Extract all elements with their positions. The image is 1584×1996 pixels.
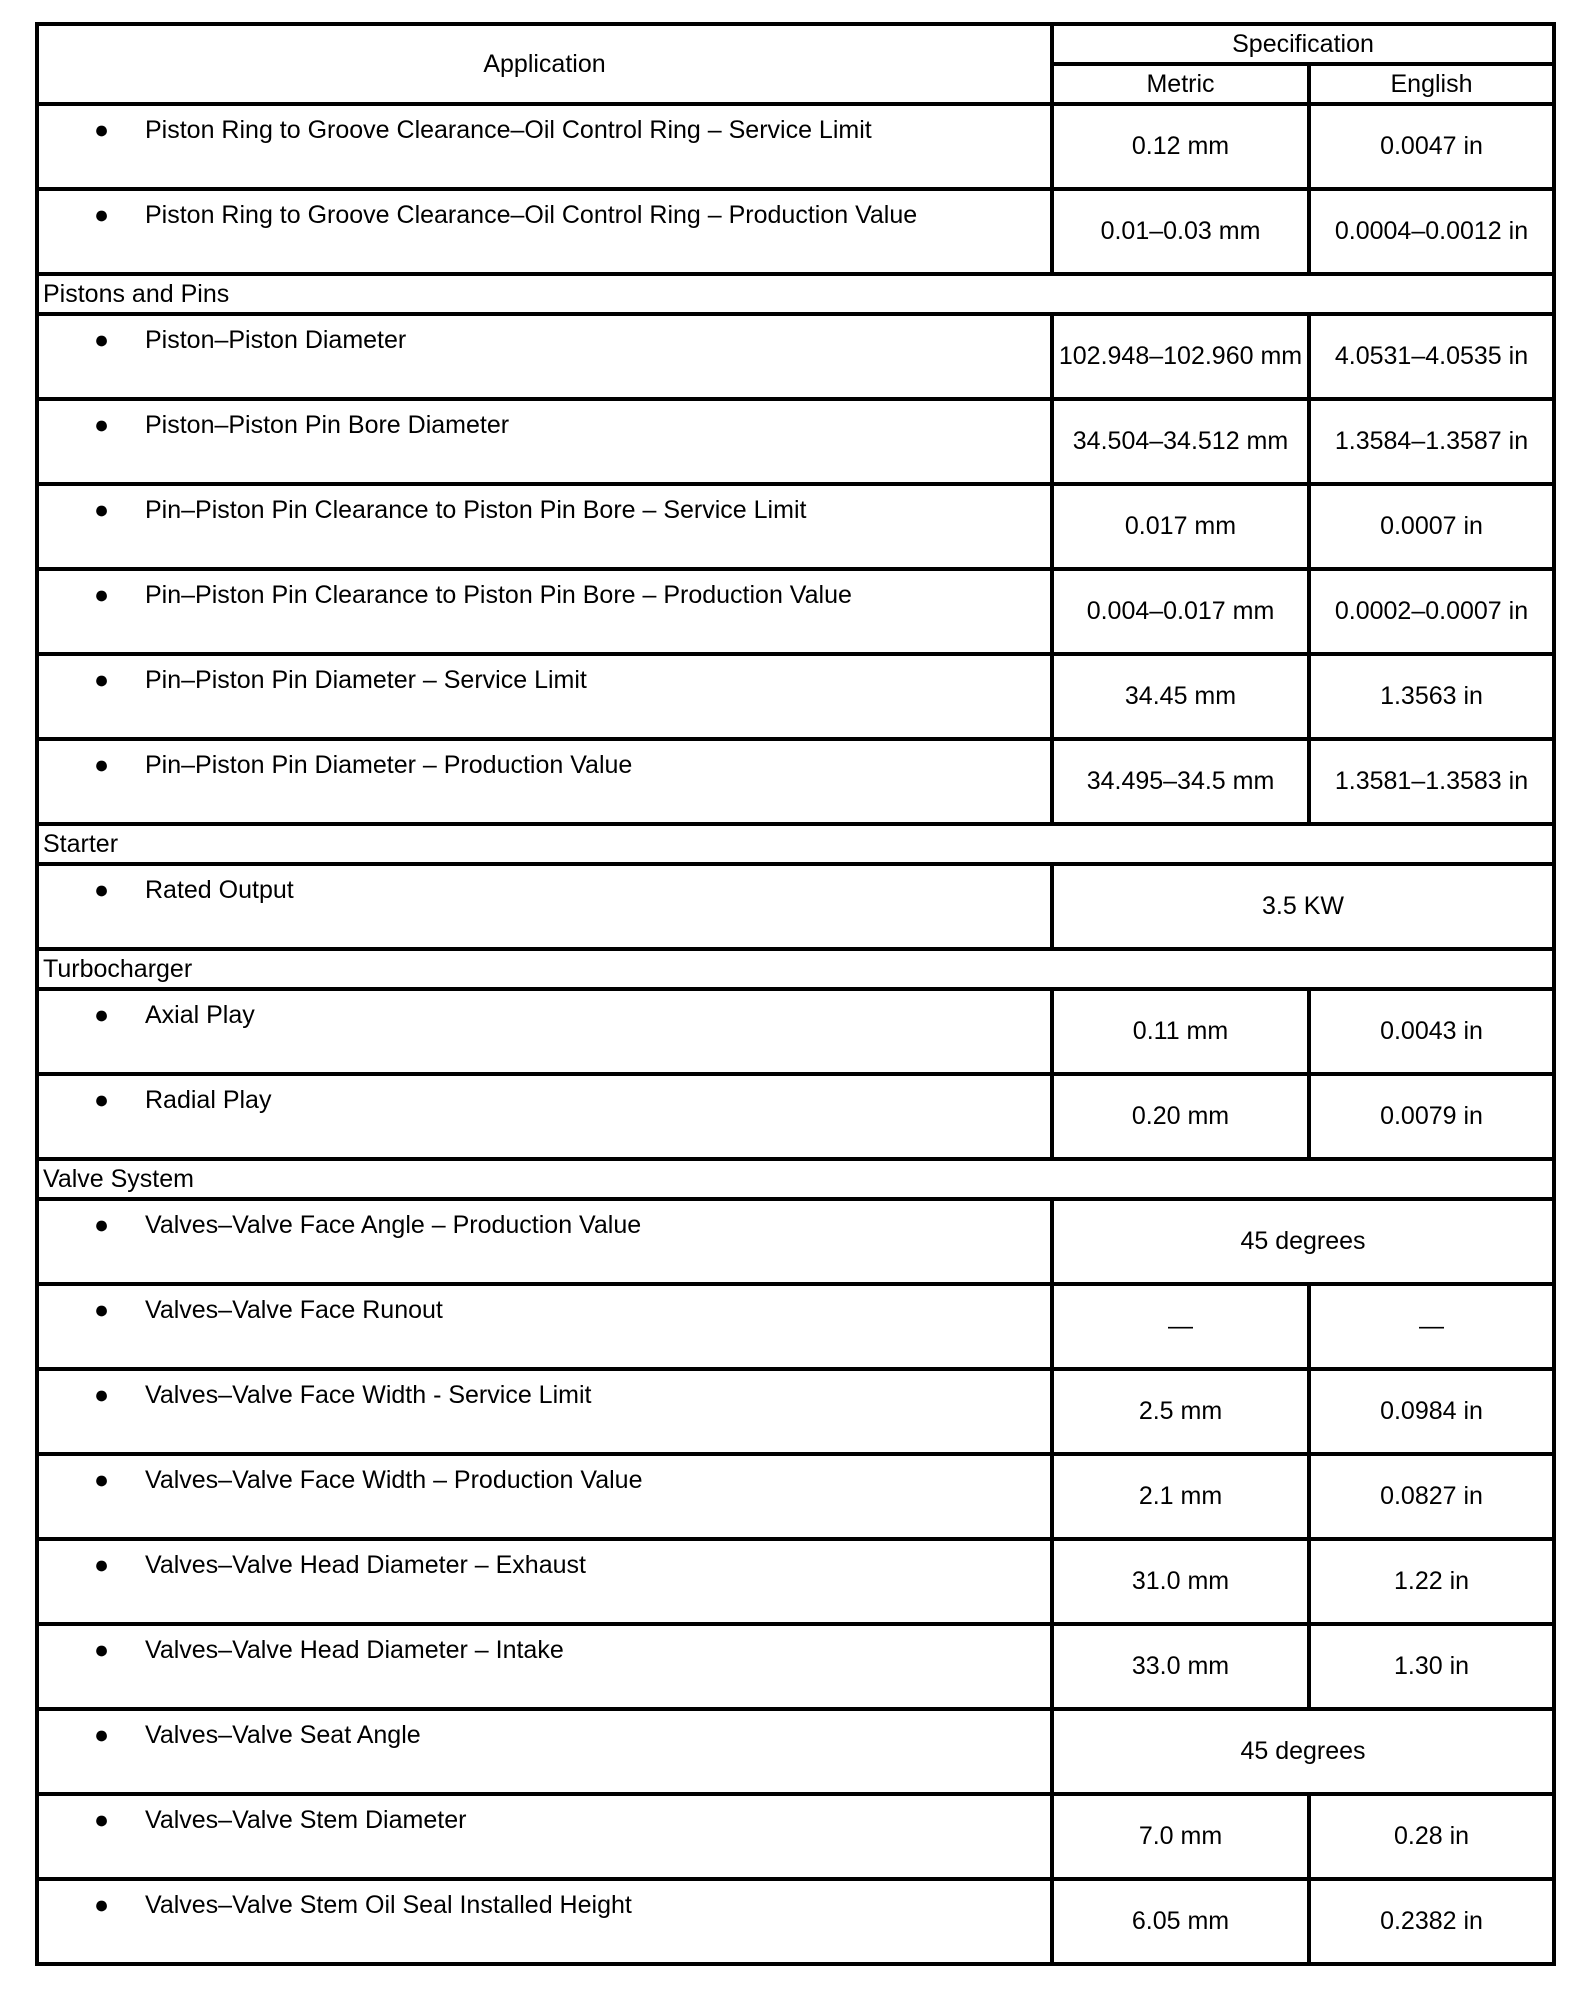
section-row [37, 824, 1554, 864]
application-cell [37, 1879, 1052, 1964]
english-value: 4.0531–4.0535 in [1309, 314, 1554, 399]
table-row [37, 1199, 1554, 1284]
english-value: 0.0827 in [1309, 1454, 1554, 1539]
application-label: Axial Play [145, 1001, 255, 1029]
english-value: 1.22 in [1309, 1539, 1554, 1624]
metric-value: 2.5 mm [1052, 1369, 1309, 1454]
table-row [37, 1709, 1554, 1794]
english-value: 1.3563 in [1309, 654, 1554, 739]
combined-value: 45 degrees [1052, 1709, 1554, 1794]
application-cell [37, 1074, 1052, 1159]
specification-table [35, 22, 1556, 1966]
table-row [37, 1539, 1554, 1624]
application-label: Radial Play [145, 1086, 272, 1114]
bullet-icon: ● [94, 581, 110, 609]
table-body [37, 104, 1554, 1964]
metric-value: 0.004–0.017 mm [1052, 569, 1309, 654]
metric-value: 0.11 mm [1052, 989, 1309, 1074]
table-row [37, 989, 1554, 1074]
section-row [37, 274, 1554, 314]
metric-header: Metric [1052, 64, 1309, 104]
metric-value: 0.017 mm [1052, 484, 1309, 569]
application-label: Valves–Valve Head Diameter – Intake [145, 1636, 564, 1664]
application-label: Valves–Valve Face Width - Service Limit [145, 1381, 592, 1409]
table-row [37, 314, 1554, 399]
english-value: 0.2382 in [1309, 1879, 1554, 1964]
metric-value: 2.1 mm [1052, 1454, 1309, 1539]
metric-value: 102.948–102.960 mm [1052, 314, 1309, 399]
application-cell [37, 104, 1052, 189]
english-value: — [1309, 1284, 1554, 1369]
application-cell [37, 989, 1052, 1074]
bullet-icon: ● [94, 116, 110, 144]
section-label: Pistons and Pins [37, 274, 1554, 314]
application-cell [37, 739, 1052, 824]
section-row [37, 1159, 1554, 1199]
application-cell [37, 1539, 1052, 1624]
metric-value: 33.0 mm [1052, 1624, 1309, 1709]
english-value: 0.0984 in [1309, 1369, 1554, 1454]
bullet-icon: ● [94, 1211, 110, 1239]
application-cell [37, 864, 1052, 949]
bullet-icon: ● [94, 326, 110, 354]
bullet-icon: ● [94, 666, 110, 694]
english-value: 1.3584–1.3587 in [1309, 399, 1554, 484]
application-cell [37, 654, 1052, 739]
table-row [37, 104, 1554, 189]
bullet-icon: ● [94, 1001, 110, 1029]
application-cell [37, 1709, 1052, 1794]
application-label: Pin–Piston Pin Diameter – Production Value [145, 751, 633, 779]
metric-value: 34.45 mm [1052, 654, 1309, 739]
application-label: Pin–Piston Pin Diameter – Service Limit [145, 666, 587, 694]
application-label: Pin–Piston Pin Clearance to Piston Pin Bore – Production Value [145, 581, 852, 609]
table-row [37, 1284, 1554, 1369]
application-label: Valves–Valve Seat Angle [145, 1721, 421, 1749]
application-label: Piston–Piston Pin Bore Diameter [145, 411, 510, 439]
metric-value: — [1052, 1284, 1309, 1369]
bullet-icon: ● [94, 1806, 110, 1834]
application-cell [37, 1624, 1052, 1709]
table-row [37, 654, 1554, 739]
english-value: 0.0004–0.0012 in [1309, 189, 1554, 274]
table-row [37, 1624, 1554, 1709]
application-label: Piston Ring to Groove Clearance–Oil Control Ring – Service Limit [145, 116, 872, 144]
bullet-icon: ● [94, 1086, 110, 1114]
application-cell [37, 189, 1052, 274]
section-label: Turbocharger [37, 949, 1554, 989]
bullet-icon: ● [94, 1551, 110, 1579]
application-label: Piston–Piston Diameter [145, 326, 407, 354]
application-label: Valves–Valve Face Runout [145, 1296, 443, 1324]
bullet-icon: ● [94, 1721, 110, 1749]
bullet-icon: ● [94, 876, 110, 904]
english-value: 0.0007 in [1309, 484, 1554, 569]
application-cell [37, 1199, 1052, 1284]
english-value: 0.0043 in [1309, 989, 1554, 1074]
application-label: Valves–Valve Stem Diameter [145, 1806, 467, 1834]
application-label: Pin–Piston Pin Clearance to Piston Pin Bore – Service Limit [145, 496, 807, 524]
table-row [37, 1794, 1554, 1879]
english-value: 0.0079 in [1309, 1074, 1554, 1159]
english-value: 1.30 in [1309, 1624, 1554, 1709]
bullet-icon: ● [94, 496, 110, 524]
bullet-icon: ● [94, 1296, 110, 1324]
table-row [37, 569, 1554, 654]
metric-value: 0.12 mm [1052, 104, 1309, 189]
table-row [37, 1369, 1554, 1454]
table-row [37, 484, 1554, 569]
table-row [37, 1074, 1554, 1159]
combined-value: 45 degrees [1052, 1199, 1554, 1284]
application-label: Valves–Valve Stem Oil Seal Installed Height [145, 1891, 632, 1919]
application-header: Application [37, 24, 1052, 104]
english-value: 1.3581–1.3583 in [1309, 739, 1554, 824]
metric-value: 7.0 mm [1052, 1794, 1309, 1879]
application-cell [37, 484, 1052, 569]
application-cell [37, 1284, 1052, 1369]
metric-value: 6.05 mm [1052, 1879, 1309, 1964]
bullet-icon: ● [94, 411, 110, 439]
bullet-icon: ● [94, 1381, 110, 1409]
metric-value: 31.0 mm [1052, 1539, 1309, 1624]
metric-value: 34.495–34.5 mm [1052, 739, 1309, 824]
table-row [37, 189, 1554, 274]
english-value: 0.28 in [1309, 1794, 1554, 1879]
table-row [37, 864, 1554, 949]
table-row [37, 1454, 1554, 1539]
table-row [37, 1879, 1554, 1964]
section-row [37, 949, 1554, 989]
bullet-icon: ● [94, 751, 110, 779]
bullet-icon: ● [94, 1466, 110, 1494]
application-label: Valves–Valve Head Diameter – Exhaust [145, 1551, 586, 1579]
table-header [37, 24, 1554, 104]
combined-value: 3.5 KW [1052, 864, 1554, 949]
header-row-top [37, 24, 1554, 64]
application-cell [37, 1794, 1052, 1879]
application-label: Rated Output [145, 876, 294, 904]
section-label: Starter [37, 824, 1554, 864]
application-label: Valves–Valve Face Width – Production Value [145, 1466, 643, 1494]
application-cell [37, 569, 1052, 654]
table-row [37, 399, 1554, 484]
table-row [37, 739, 1554, 824]
application-label: Piston Ring to Groove Clearance–Oil Control Ring – Production Value [145, 201, 918, 229]
application-cell [37, 399, 1052, 484]
bullet-icon: ● [94, 1891, 110, 1919]
application-cell [37, 314, 1052, 399]
specification-header: Specification [1052, 24, 1554, 64]
section-label: Valve System [37, 1159, 1554, 1199]
application-cell [37, 1369, 1052, 1454]
english-value: 0.0002–0.0007 in [1309, 569, 1554, 654]
english-value: 0.0047 in [1309, 104, 1554, 189]
application-cell [37, 1454, 1052, 1539]
metric-value: 0.01–0.03 mm [1052, 189, 1309, 274]
metric-value: 0.20 mm [1052, 1074, 1309, 1159]
bullet-icon: ● [94, 1636, 110, 1664]
bullet-icon: ● [94, 201, 110, 229]
metric-value: 34.504–34.512 mm [1052, 399, 1309, 484]
application-label: Valves–Valve Face Angle – Production Value [145, 1211, 642, 1239]
english-header: English [1309, 64, 1554, 104]
